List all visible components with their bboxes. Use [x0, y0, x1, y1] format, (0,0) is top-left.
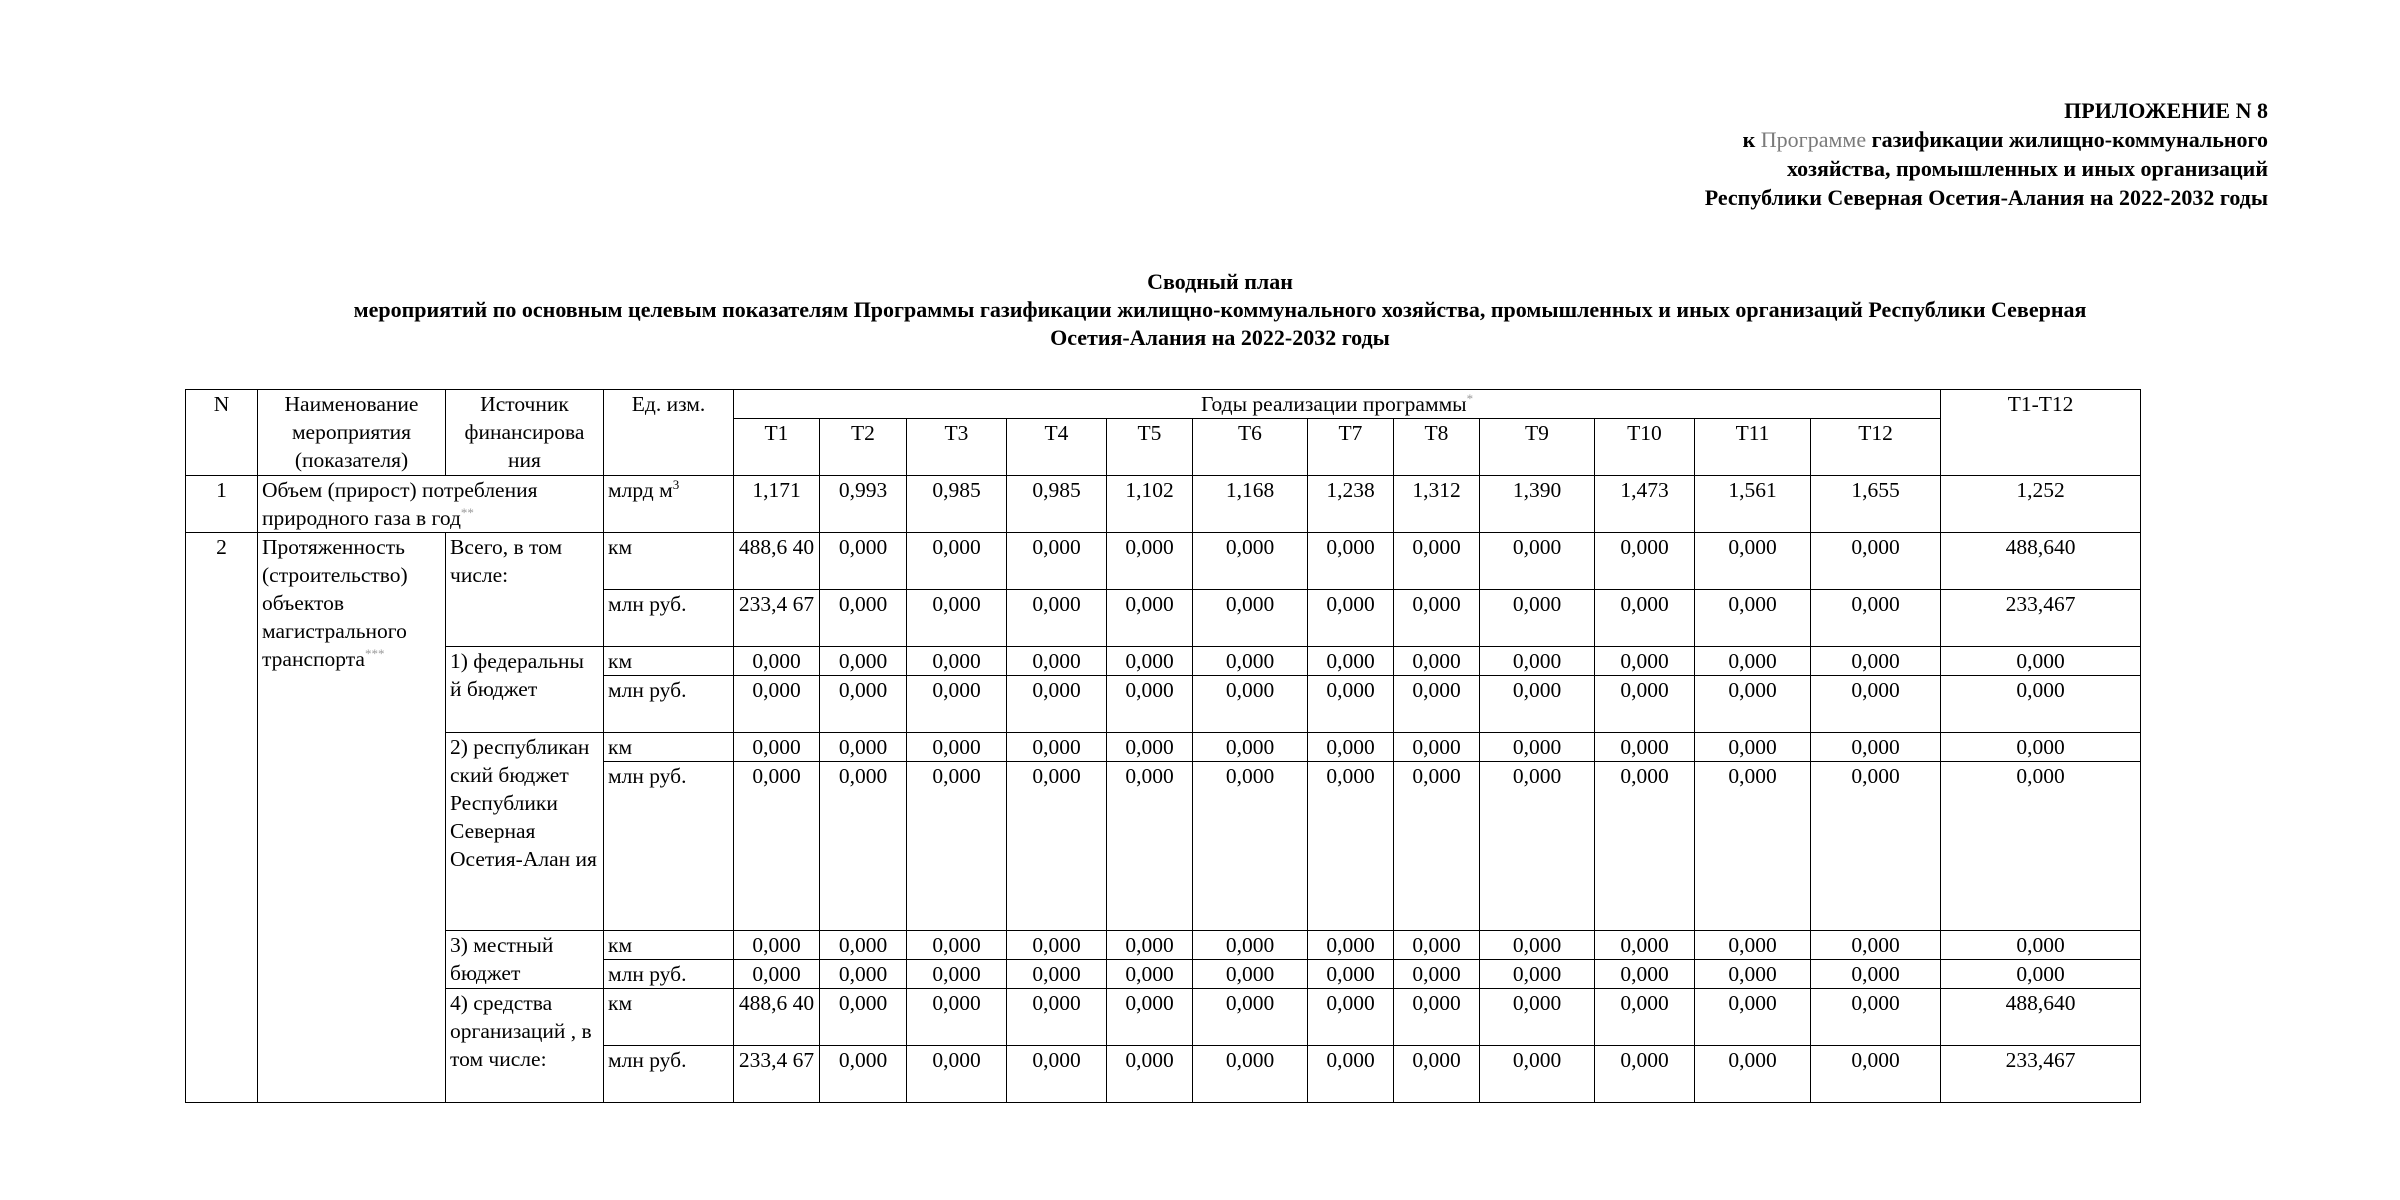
value-cell: 0,000	[1595, 590, 1695, 647]
value-cell: 0,000	[1107, 762, 1193, 931]
value-cell: 0,000	[1107, 676, 1193, 733]
value-cell: 0,000	[820, 1046, 907, 1103]
total-cell: 233,467	[1941, 590, 2141, 647]
value-cell: 0,000	[1308, 676, 1394, 733]
table-row	[186, 647, 2141, 676]
value-cell: 0,000	[907, 676, 1007, 733]
row-unit: млн руб.	[604, 676, 734, 733]
header-years-footnote: *	[1466, 390, 1474, 406]
value-cell: 0,985	[907, 476, 1007, 533]
appendix-line4: Республики Северная Осетия-Алания на 2022-2032 годы	[1704, 185, 2268, 210]
header-row	[186, 390, 2141, 419]
value-cell: 0,000	[1007, 676, 1107, 733]
value-cell: 0,000	[1107, 960, 1193, 989]
table-row	[186, 989, 2141, 1046]
total-cell: 488,640	[1941, 533, 2141, 590]
row-name	[258, 476, 604, 533]
value-cell: 0,000	[1695, 590, 1811, 647]
value-cell: 233,4 67	[734, 1046, 820, 1103]
value-cell: 1,238	[1308, 476, 1394, 533]
row-unit: млн руб.	[604, 590, 734, 647]
total-cell: 488,640	[1941, 989, 2141, 1046]
value-cell: 0,000	[1811, 1046, 1941, 1103]
header-period: Т2	[820, 419, 907, 476]
total-cell: 0,000	[1941, 733, 2141, 762]
value-cell: 0,000	[1007, 590, 1107, 647]
value-cell: 0,000	[1193, 762, 1308, 931]
value-cell: 0,000	[820, 931, 907, 960]
row-unit: млн руб.	[604, 960, 734, 989]
program-link[interactable]: Программе	[1760, 127, 1867, 152]
row-unit: млн руб.	[604, 762, 734, 931]
value-cell: 488,6 40	[734, 533, 820, 590]
value-cell: 1,390	[1480, 476, 1595, 533]
value-cell: 0,000	[1480, 762, 1595, 931]
value-cell: 0,000	[1394, 989, 1480, 1046]
value-cell: 0,000	[1595, 1046, 1695, 1103]
value-cell: 0,000	[1811, 931, 1941, 960]
total-cell: 0,000	[1941, 647, 2141, 676]
value-cell: 0,000	[1007, 931, 1107, 960]
row-name	[258, 533, 446, 1103]
row-unit-text: млрд м	[608, 478, 673, 502]
table-row	[186, 733, 2141, 762]
appendix-header	[1705, 96, 2268, 212]
value-cell: 0,000	[1007, 989, 1107, 1046]
title-line3: Осетия-Алания на 2022-2032 годы	[1050, 325, 1390, 350]
value-cell: 0,000	[907, 960, 1007, 989]
header-name: Наименование мероприятия (показателя)	[258, 390, 446, 476]
value-cell: 0,000	[1308, 960, 1394, 989]
row-unit: км	[604, 989, 734, 1046]
row-name-text: Протяженность (строительство) объектов магистрального транспорта	[262, 535, 408, 671]
total-cell: 0,000	[1941, 676, 2141, 733]
value-cell: 0,000	[1695, 733, 1811, 762]
row-name-text: Объем (прирост) потребления природного газа в год	[262, 478, 538, 530]
value-cell: 0,000	[1193, 1046, 1308, 1103]
value-cell: 0,000	[1394, 960, 1480, 989]
value-cell: 0,000	[907, 590, 1007, 647]
value-cell: 1,168	[1193, 476, 1308, 533]
header-period: Т11	[1695, 419, 1811, 476]
value-cell: 0,000	[1007, 533, 1107, 590]
header-years-label: Годы реализации программы	[1200, 392, 1467, 416]
row-unit	[604, 476, 734, 533]
value-cell: 0,000	[734, 647, 820, 676]
value-cell: 0,000	[1595, 989, 1695, 1046]
value-cell: 0,000	[734, 733, 820, 762]
row-unit: км	[604, 647, 734, 676]
value-cell: 0,000	[1480, 960, 1595, 989]
header-period: Т10	[1595, 419, 1695, 476]
value-cell: 0,000	[1394, 676, 1480, 733]
value-cell: 233,4 67	[734, 590, 820, 647]
value-cell: 0,000	[1811, 676, 1941, 733]
value-cell: 0,000	[1480, 533, 1595, 590]
value-cell: 0,000	[907, 733, 1007, 762]
value-cell: 0,000	[1695, 960, 1811, 989]
value-cell: 0,000	[1480, 733, 1595, 762]
value-cell: 0,000	[1595, 931, 1695, 960]
header-period: Т12	[1811, 419, 1941, 476]
row-unit-superscript: 3	[672, 476, 680, 492]
table-row	[186, 476, 2141, 533]
value-cell: 0,000	[734, 762, 820, 931]
total-cell: 233,467	[1941, 1046, 2141, 1103]
value-cell: 0,000	[1394, 762, 1480, 931]
value-cell: 0,000	[1811, 590, 1941, 647]
value-cell: 0,000	[1595, 647, 1695, 676]
value-cell: 0,000	[1695, 676, 1811, 733]
value-cell: 0,000	[1308, 533, 1394, 590]
header-years	[734, 390, 1941, 419]
value-cell: 0,000	[1308, 1046, 1394, 1103]
value-cell: 1,655	[1811, 476, 1941, 533]
value-cell: 0,000	[1595, 533, 1695, 590]
value-cell: 1,473	[1595, 476, 1695, 533]
header-period: Т7	[1308, 419, 1394, 476]
table-row	[186, 533, 2141, 590]
value-cell: 0,000	[1007, 762, 1107, 931]
value-cell: 0,000	[1107, 647, 1193, 676]
value-cell: 0,000	[734, 676, 820, 733]
funding-source: 4) средства организаций , в том числе:	[446, 989, 604, 1103]
value-cell: 0,000	[1480, 931, 1595, 960]
value-cell: 0,000	[1394, 931, 1480, 960]
value-cell: 0,000	[1595, 762, 1695, 931]
value-cell: 0,000	[1394, 1046, 1480, 1103]
value-cell: 0,000	[907, 989, 1007, 1046]
value-cell: 0,000	[820, 762, 907, 931]
header-period: Т8	[1394, 419, 1480, 476]
value-cell: 0,000	[820, 960, 907, 989]
value-cell: 0,000	[820, 676, 907, 733]
funding-source: 3) местный бюджет	[446, 931, 604, 989]
value-cell: 488,6 40	[734, 989, 820, 1046]
value-cell: 0,000	[1811, 733, 1941, 762]
value-cell: 0,000	[1007, 960, 1107, 989]
value-cell: 0,000	[1308, 762, 1394, 931]
header-period: Т9	[1480, 419, 1595, 476]
row-unit: км	[604, 931, 734, 960]
header-n: N	[186, 390, 258, 476]
row-name-footnote: **	[460, 504, 474, 520]
value-cell: 0,000	[1480, 676, 1595, 733]
value-cell: 0,000	[1107, 590, 1193, 647]
value-cell: 0,000	[820, 647, 907, 676]
header-period: Т4	[1007, 419, 1107, 476]
value-cell: 0,000	[907, 533, 1007, 590]
value-cell: 0,000	[820, 590, 907, 647]
value-cell: 0,000	[1811, 960, 1941, 989]
value-cell: 0,000	[1695, 533, 1811, 590]
value-cell: 0,000	[907, 762, 1007, 931]
value-cell: 0,000	[1193, 960, 1308, 989]
value-cell: 1,561	[1695, 476, 1811, 533]
row-number: 2	[186, 533, 258, 1103]
value-cell: 0,000	[1695, 762, 1811, 931]
title-line1: Сводный план	[1147, 269, 1293, 294]
summary-plan-table	[185, 389, 2141, 1103]
appendix-line3: хозяйства, промышленных и иных организаций	[1786, 156, 2268, 181]
value-cell: 0,000	[1007, 1046, 1107, 1103]
value-cell: 0,000	[1394, 733, 1480, 762]
row-unit: км	[604, 733, 734, 762]
value-cell: 0,000	[1107, 733, 1193, 762]
value-cell: 0,000	[1394, 590, 1480, 647]
value-cell: 0,000	[1107, 931, 1193, 960]
value-cell: 0,000	[1193, 647, 1308, 676]
value-cell: 0,000	[1811, 533, 1941, 590]
funding-source: 1) федеральны й бюджет	[446, 647, 604, 733]
value-cell: 0,993	[820, 476, 907, 533]
value-cell: 0,000	[1811, 989, 1941, 1046]
appendix-reference: к Программе газификации жилищно-коммунального	[1742, 127, 2268, 152]
row-unit: км	[604, 533, 734, 590]
value-cell: 0,000	[1394, 533, 1480, 590]
header-period: Т5	[1107, 419, 1193, 476]
value-cell: 0,000	[1308, 733, 1394, 762]
value-cell: 0,000	[1695, 647, 1811, 676]
header-source: Источник финансирова ния	[446, 390, 604, 476]
value-cell: 0,000	[820, 533, 907, 590]
value-cell: 0,000	[1595, 960, 1695, 989]
header-period: Т6	[1193, 419, 1308, 476]
value-cell: 0,000	[1107, 1046, 1193, 1103]
funding-source: Всего, в том числе:	[446, 533, 604, 647]
header-period: Т1	[734, 419, 820, 476]
value-cell: 0,000	[1695, 1046, 1811, 1103]
value-cell: 0,000	[1695, 931, 1811, 960]
value-cell: 0,000	[1394, 647, 1480, 676]
value-cell: 0,000	[1308, 647, 1394, 676]
value-cell: 0,000	[1193, 533, 1308, 590]
appendix-number: ПРИЛОЖЕНИЕ N 8	[2064, 98, 2268, 123]
value-cell: 0,000	[734, 960, 820, 989]
value-cell: 0,000	[1480, 647, 1595, 676]
value-cell: 0,000	[1480, 989, 1595, 1046]
value-cell: 0,000	[1193, 676, 1308, 733]
value-cell: 1,102	[1107, 476, 1193, 533]
value-cell: 1,171	[734, 476, 820, 533]
value-cell: 0,985	[1007, 476, 1107, 533]
total-cell: 1,252	[1941, 476, 2141, 533]
total-cell: 0,000	[1941, 931, 2141, 960]
row-name-footnote: ***	[364, 645, 385, 661]
value-cell: 0,000	[820, 733, 907, 762]
total-cell: 0,000	[1941, 762, 2141, 931]
header-unit: Ед. изм.	[604, 390, 734, 476]
value-cell: 0,000	[1193, 989, 1308, 1046]
value-cell: 0,000	[820, 989, 907, 1046]
value-cell: 1,312	[1394, 476, 1480, 533]
total-cell: 0,000	[1941, 960, 2141, 989]
row-number: 1	[186, 476, 258, 533]
value-cell: 0,000	[907, 647, 1007, 676]
value-cell: 0,000	[1193, 931, 1308, 960]
value-cell: 0,000	[907, 931, 1007, 960]
value-cell: 0,000	[1107, 533, 1193, 590]
value-cell: 0,000	[1193, 590, 1308, 647]
document-title	[240, 268, 2200, 352]
value-cell: 0,000	[1308, 590, 1394, 647]
value-cell: 0,000	[907, 1046, 1007, 1103]
value-cell: 0,000	[1007, 733, 1107, 762]
value-cell: 0,000	[734, 931, 820, 960]
row-unit: млн руб.	[604, 1046, 734, 1103]
value-cell: 0,000	[1193, 733, 1308, 762]
value-cell: 0,000	[1480, 1046, 1595, 1103]
value-cell: 0,000	[1811, 647, 1941, 676]
value-cell: 0,000	[1308, 989, 1394, 1046]
value-cell: 0,000	[1480, 590, 1595, 647]
value-cell: 0,000	[1695, 989, 1811, 1046]
header-period: Т3	[907, 419, 1007, 476]
funding-source: 2) республикан ский бюджет Республики Северная Осетия-Алан ия	[446, 733, 604, 931]
value-cell: 0,000	[1811, 762, 1941, 931]
value-cell: 0,000	[1308, 931, 1394, 960]
header-total: Т1-Т12	[1941, 390, 2141, 476]
title-line2: мероприятий по основным целевым показателям Программы газификации жилищно-коммунального хозяйства, промышленных и иных организаций Республики Северная	[353, 297, 2087, 322]
value-cell: 0,000	[1595, 733, 1695, 762]
value-cell: 0,000	[1595, 676, 1695, 733]
value-cell: 0,000	[1107, 989, 1193, 1046]
table-row	[186, 931, 2141, 960]
value-cell: 0,000	[1007, 647, 1107, 676]
